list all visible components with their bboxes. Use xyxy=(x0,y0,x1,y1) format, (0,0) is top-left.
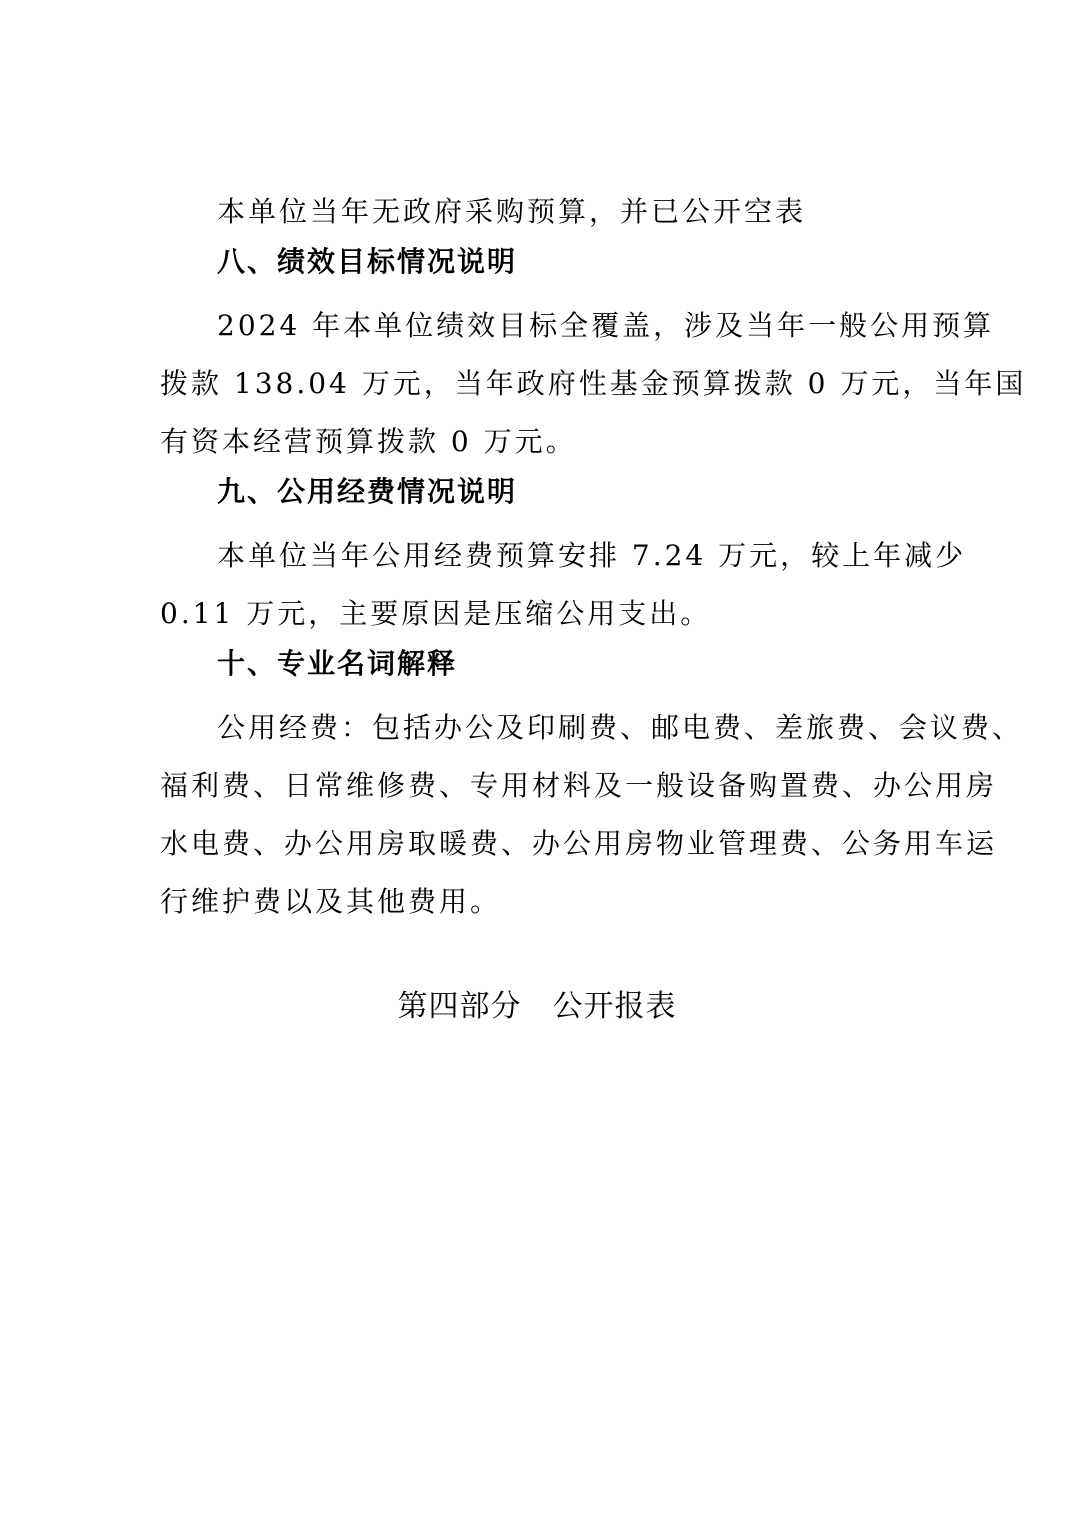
section8-paragraph-line-3: 有资本经营预算拨款 0 万元。 xyxy=(160,425,577,458)
section9-heading: 九、公用经费情况说明 xyxy=(217,475,518,508)
section8-paragraph-line-2: 拨款 138.04 万元，当年政府性基金预算拨款 0 万元，当年国 xyxy=(160,367,1027,400)
section7-paragraph-line-1: 本单位当年无政府采购预算，并已公开空表 xyxy=(217,195,807,228)
section10-paragraph-line-4: 行维护费以及其他费用。 xyxy=(160,885,502,918)
section10-paragraph-line-2: 福利费、日常维修费、专用材料及一般设备购置费、办公用房 xyxy=(160,769,998,802)
section8-paragraph-line-1: 2024 年本单位绩效目标全覆盖，涉及当年一般公用预算 xyxy=(217,309,995,342)
section8-heading: 八、绩效目标情况说明 xyxy=(217,245,518,278)
section10-paragraph-line-1: 公用经费：包括办公及印刷费、邮电费、差旅费、会议费、 xyxy=(217,711,1024,744)
section10-heading: 十、专业名词解释 xyxy=(217,647,458,680)
section9-paragraph-line-2: 0.11 万元，主要原因是压缩公用支出。 xyxy=(160,597,712,630)
part4-title: 第四部分 公开报表 xyxy=(397,989,677,1024)
section10-paragraph-line-3: 水电费、办公用房取暖费、办公用房物业管理费、公务用车运 xyxy=(160,827,998,860)
section9-paragraph-line-1: 本单位当年公用经费预算安排 7.24 万元，较上年减少 xyxy=(217,539,967,572)
